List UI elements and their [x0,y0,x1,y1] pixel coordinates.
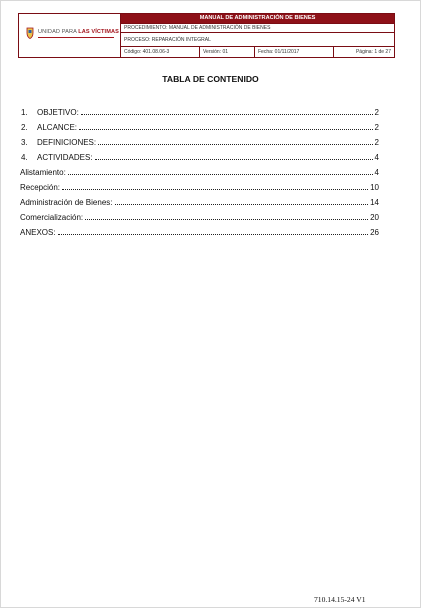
toc-entry[interactable] [20,147,379,162]
toc-entry-label: ANEXOS: [20,228,56,237]
toc-dot-leader [115,204,369,205]
toc-entry-label: ALCANCE: [37,123,78,132]
logo-cell [19,14,121,57]
procedure-row: PROCEDIMIENTO: MANUAL DE ADMINISTRACIÓN DE BIENES [121,23,394,32]
toc-dot-leader [81,114,373,115]
toc-dot-leader [95,159,373,160]
process-row: PROCESO: REPARACIÓN INTEGRAL [121,32,394,46]
toc-entry[interactable] [20,222,379,237]
footer-code: 710.14.15-24 V1 [314,595,366,604]
toc-entry-number: 3. [21,138,28,147]
toc-dot-leader [58,234,369,235]
toc-entry[interactable] [20,117,379,132]
toc-entry-label: Administración de Bienes: [20,198,113,207]
toc-entry-page: 2 [374,108,379,117]
document-version: Versión: 01 [200,47,255,57]
toc-entry-label: Recepción: [20,183,61,192]
toc-entry-page: 26 [370,228,379,237]
toc-entry-number: 4. [21,153,28,162]
toc-entry-label: DEFINICIONES: [37,138,97,147]
coat-of-arms-icon [26,27,34,39]
manual-title: MANUAL DE ADMINISTRACIÓN DE BIENES [121,14,394,23]
metadata-row [121,46,394,57]
toc-entry-page: 14 [370,198,379,207]
toc-dot-leader [98,144,372,145]
toc-dot-leader [68,174,373,175]
toc-entry[interactable] [20,192,379,207]
toc-dot-leader [79,129,373,130]
toc-entry-label: Comercialización: [20,213,84,222]
page-counter: Página: 1 de 27 [355,49,391,55]
logo-text: UNIDAD PARA LAS VÍCTIMAS [38,29,119,35]
toc-entry-label: OBJETIVO: [37,108,79,117]
toc-entry[interactable] [20,132,379,147]
toc-entry-page: 20 [370,213,379,222]
toc-entry-page: 2 [374,123,379,132]
toc-entry-page: 10 [370,183,379,192]
toc-entry[interactable] [20,207,379,222]
toc-entry[interactable] [20,177,379,192]
table-of-contents [20,102,379,237]
toc-entry[interactable] [20,102,379,117]
toc-entry[interactable] [20,162,379,177]
document-code: Código: 401.08.06-3 [121,47,200,57]
toc-dot-leader [62,189,368,190]
toc-entry-page: 4 [374,153,379,162]
logo-underline [38,37,114,38]
document-date: Fecha: 01/11/2017 [255,47,334,57]
toc-entry-number: 2. [21,123,28,132]
toc-dot-leader [85,219,368,220]
toc-title: TABLA DE CONTENIDO [162,74,259,84]
document-header [18,13,395,58]
toc-entry-label: Alistamiento: [20,168,66,177]
toc-entry-label: ACTIVIDADES: [37,153,93,162]
toc-entry-number: 1. [21,108,28,117]
toc-entry-page: 2 [374,138,379,147]
toc-entry-page: 4 [374,168,379,177]
